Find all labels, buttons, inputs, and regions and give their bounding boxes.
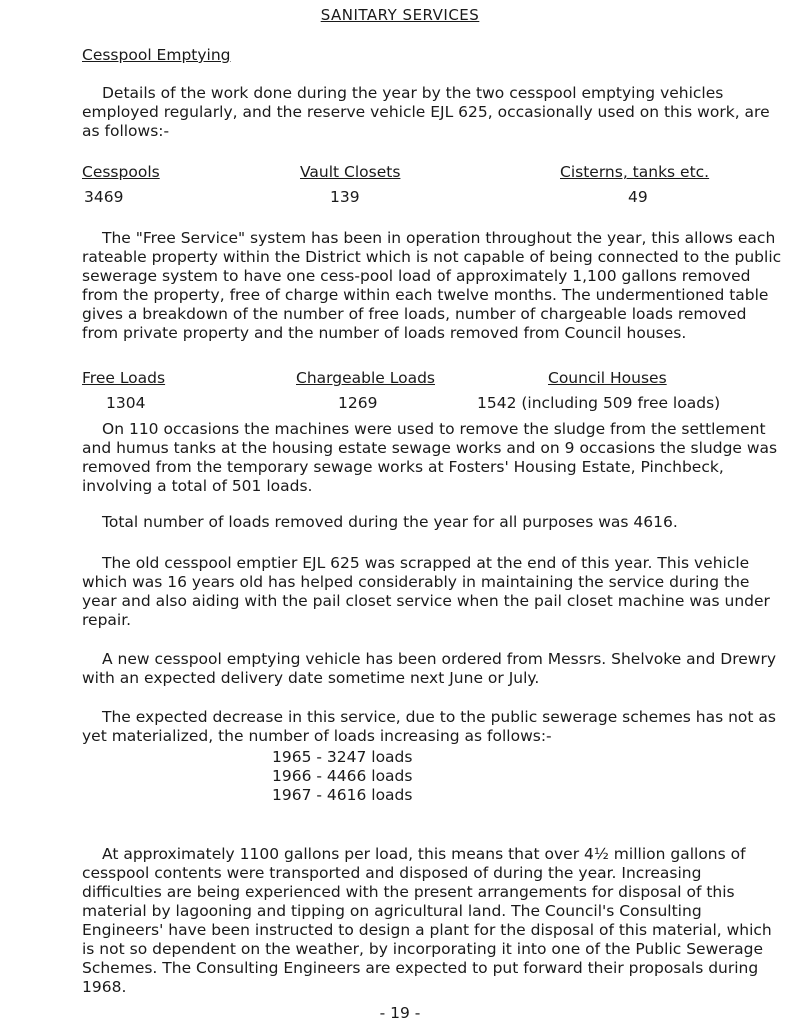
table1-value-cisterns: 49 <box>628 188 648 206</box>
page-number: - 19 - <box>379 1004 421 1022</box>
table1-header-cesspools: Cesspools <box>82 163 160 181</box>
free-service-paragraph: The "Free Service" system has been in operation throughout the year, this allows each rateable property within the District which is not capable of being connected to the public sewerage system to have one cess-pool load of approximately 1,100 gallons removed from the property, free of charge within each twelve months. The undermentioned table gives a breakdown of the number of free loads, number of chargeable loads removed from private property and the number of loads removed from Council houses. <box>82 229 782 342</box>
page-header: SANITARY SERVICES <box>320 6 480 24</box>
intro-paragraph: Details of the work done during the year by the two cesspool emptying vehicles employed regularly, and the reserve vehicle EJL 625, occasionally used on this work, are as follows:- <box>82 84 770 140</box>
table2-header-chargeable-loads: Chargeable Loads <box>296 369 435 387</box>
loads-year-item: 1966 - 4466 loads <box>272 767 413 785</box>
table2-header-free-loads: Free Loads <box>82 369 166 387</box>
table1-header-vault-closets: Vault Closets <box>300 163 401 181</box>
table2-header-council-houses: Council Houses <box>548 369 667 387</box>
disposal-paragraph: At approximately 1100 gallons per load, this means that over 4½ million gallons of cesspool contents were transported and disposed of during the year. Increasing difficulties are being experienced with the present arrangements for disposal of this material by lagooning and tipping on agricultural land. The Council's Consulting Engineers' have been instructed to design a plant for the disposal of this material, which is not so dependent on the weather, by incorporating it into one of the Public Sewerage Schemes. The Consulting Engineers are expected to put forward their proposals during 1968. <box>82 845 772 996</box>
table1-value-vault-closets: 139 <box>330 188 360 206</box>
section-title: Cesspool Emptying <box>82 46 231 64</box>
table2-value-chargeable-loads: 1269 <box>338 394 378 412</box>
new-vehicle-paragraph: A new cesspool emptying vehicle has been ordered from Messrs. Shelvoke and Drewry with an expected delivery date sometime next June or July. <box>82 650 776 687</box>
decrease-paragraph: The expected decrease in this service, due to the public sewerage schemes has not as yet materialized, the number of loads increasing as follows:- <box>82 708 776 745</box>
table2-value-free-loads: 1304 <box>106 394 146 412</box>
loads-year-item: 1965 - 3247 loads <box>272 748 413 766</box>
total-loads-paragraph: Total number of loads removed during the year for all purposes was 4616. <box>102 513 678 531</box>
loads-by-year-list <box>272 748 412 805</box>
old-emptier-paragraph: The old cesspool emptier EJL 625 was scrapped at the end of this year. This vehicle which was 16 years old has helped considerably in maintaining the service during the year and also aiding with the pail closet service when the pail closet machine was under repair. <box>82 554 770 629</box>
table1-value-cesspools: 3469 <box>84 188 124 206</box>
loads-year-item: 1967 - 4616 loads <box>272 786 413 804</box>
sludge-paragraph: On 110 occasions the machines were used to remove the sludge from the settlement and humus tanks at the housing estate sewage works and on 9 occasions the sludge was removed from the temporary sewage works at Fosters' Housing Estate, Pinchbeck, involving a total of 501 loads. <box>82 420 778 495</box>
table2-value-council-houses: 1542 (including 509 free loads) <box>477 394 721 412</box>
table1-header-cisterns: Cisterns, tanks etc. <box>560 163 710 181</box>
